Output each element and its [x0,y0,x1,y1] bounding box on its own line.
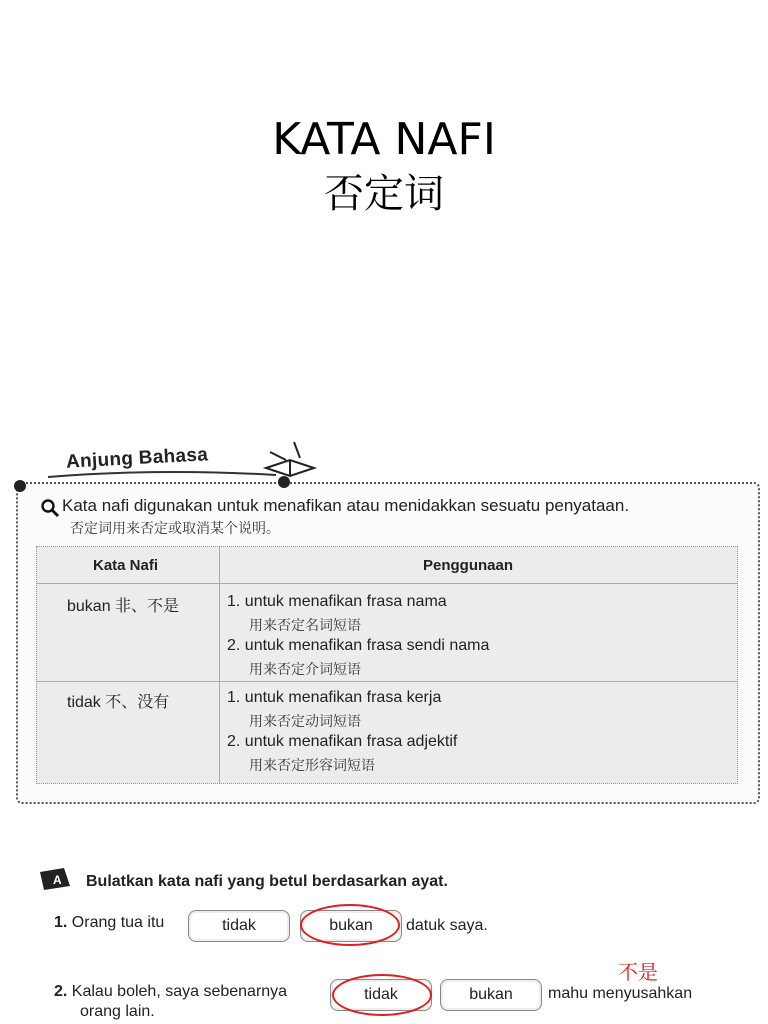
word-bukan: bukan 非、不是 [67,598,180,615]
header-penggunaan: Penggunaan [423,557,514,574]
magnifier-icon [40,498,60,518]
kata-nafi-table [36,546,738,784]
exercise-instruction: Bulatkan kata nafi yang betul berdasarkan ayat. [86,873,448,890]
word-tidak: tidak 不、没有 [67,694,170,711]
answer-circle [300,904,400,946]
usage-text-zh: 用来否定介词短语 [249,662,361,678]
option-bukan[interactable]: bukan [440,979,542,1011]
banner [42,438,302,482]
book-icon [260,438,320,478]
option-tidak[interactable]: tidak [330,979,432,1011]
question-text: datuk saya. [406,917,488,934]
corner-dot-right [278,476,290,488]
question-text: mahu menyusahkan [548,985,693,1002]
option-bukan[interactable]: bukan [300,910,402,942]
textbook-panel [14,438,758,804]
question-1 [54,914,164,932]
slide-title: KATA NAFI [272,114,496,165]
intro-text-zh: 否定词用来否定或取消某个说明。 [70,521,280,537]
svg-text:A: A [53,873,62,887]
usage-text: 2. untuk menafikan frasa adjektif [227,733,458,750]
question-number: 1. [54,914,68,931]
column-divider [219,547,220,783]
intro-text: Kata nafi digunakan untuk menafikan atau menidakkan sesuatu penyataan. [62,496,630,515]
slide-subtitle: 否定词 [324,171,444,217]
question-text: orang lain. [80,1003,155,1020]
usage-text: 1. untuk menafikan frasa kerja [227,689,442,706]
usage-text: 1. untuk menafikan frasa nama [227,593,447,610]
red-annotation: 不是 [618,960,658,984]
exercise-a-icon [38,866,72,892]
corner-dot-left [14,480,26,492]
banner-title: Anjung Bahasa [65,444,209,473]
option-tidak[interactable]: tidak [188,910,290,942]
row-divider [37,681,737,682]
question-text: Kalau boleh, saya sebenarnya [71,983,288,1000]
answer-circle [332,974,432,1016]
usage-text-zh: 用来否定形容词短语 [249,758,375,774]
header-kata-nafi: Kata Nafi [93,557,159,574]
question-2 [54,983,287,1001]
usage-text-zh: 用来否定动词短语 [249,714,361,730]
table-header [37,547,737,584]
question-number: 2. [54,983,68,1000]
usage-text-zh: 用来否定名词短语 [249,618,361,634]
usage-text: 2. untuk menafikan frasa sendi nama [227,637,490,654]
question-text: Orang tua itu [71,914,165,931]
